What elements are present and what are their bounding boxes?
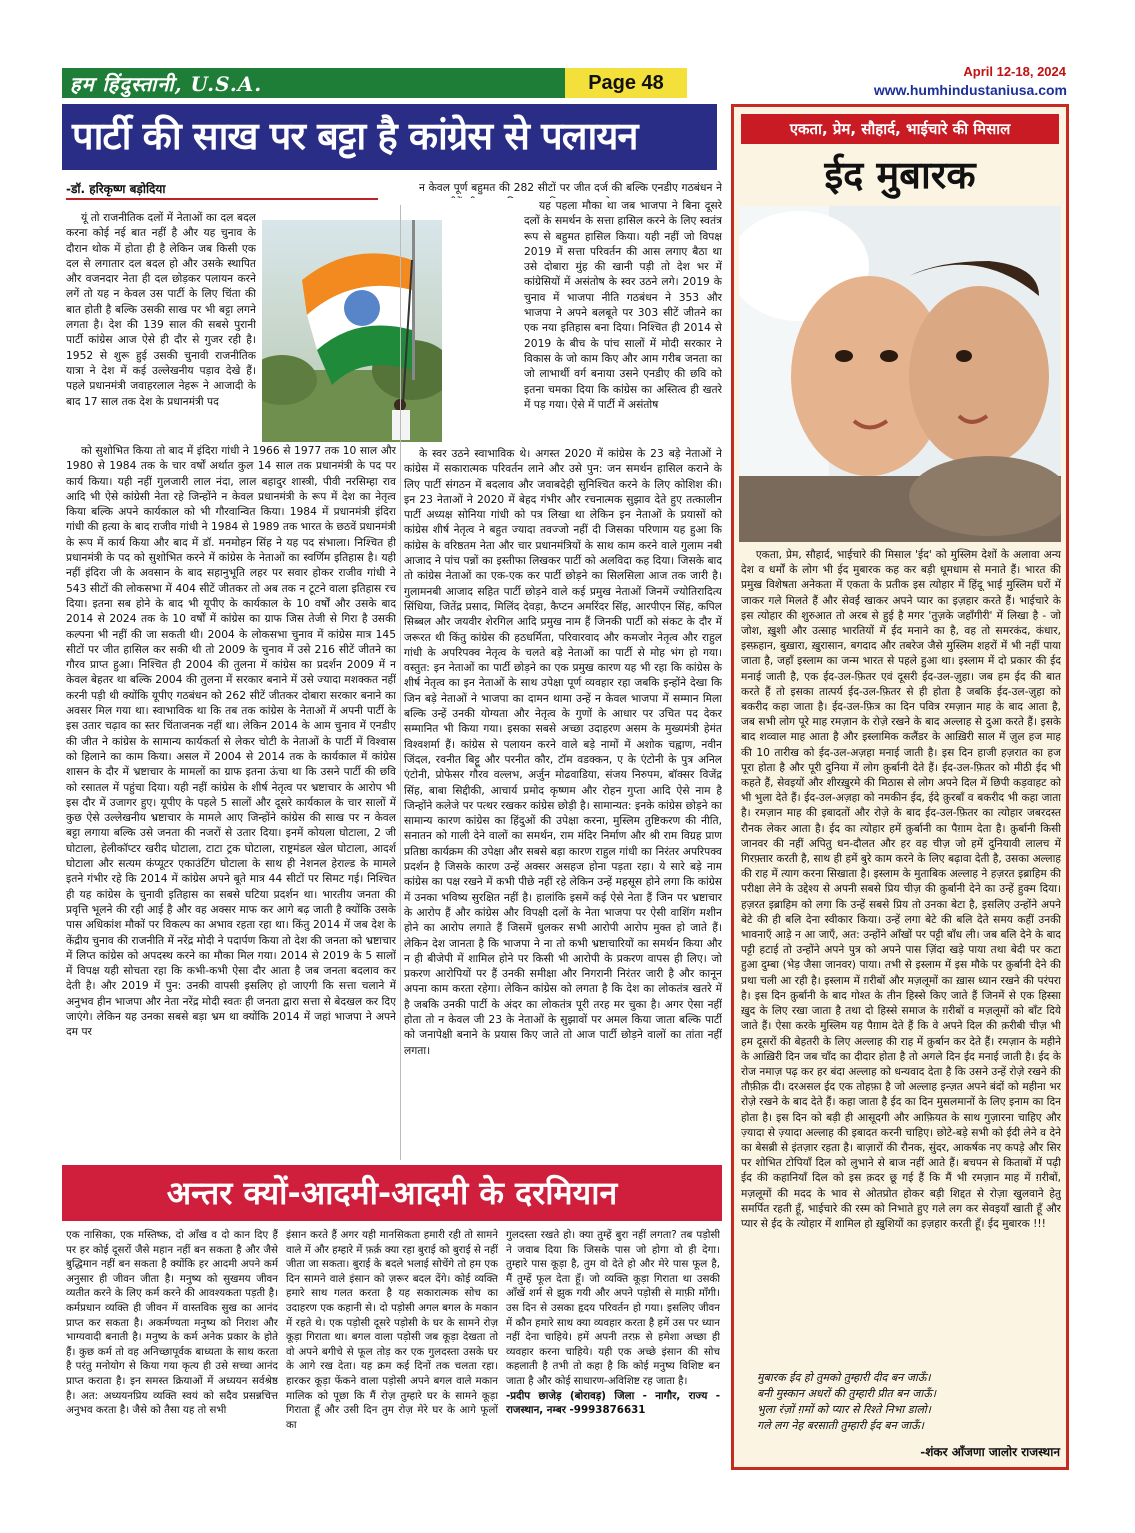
eid-title: ईद मुबारक xyxy=(824,153,976,197)
eid-children-hug-photo xyxy=(739,206,1061,542)
poem-line: गले लग नेह बरसाती तुम्हारी ईद बन जाऊँ। xyxy=(757,1419,924,1432)
column-divider xyxy=(400,205,401,1160)
article1-column-b-bottom: के स्वर उठने स्वाभाविक थे। अगस्त 2020 में कांग्रेस के 23 बड़े नेताओं ने कांग्रेस में सकारात्मक परिवर्तन लाने और उसे पुन: जन समर्थन हासिल कराने के लिए पार्टी संगठन में बदलाव और जवाबदेही सुनिश्चित करने के लिए कोशिश की। इन 23 नेताओं ने 2020 में बेहद गंभीर और रचनात्मक सुझाव देते हुए तत्कालीन पार्टी अध्यक्ष सोनिया गांधी को पत्र लिखा था लेकिन इन नेताओं के प्रयासों को कांग्रेस शीर्ष नेतृत्व ने बहुत ज्यादा तवज्जो नहीं दी जिसका परिणाम यह हुआ कि कांग्रेस के वरिष्ठतम नेता और चार प्रधानमंत्रियों के साथ काम करने वाले गुलाम नबी आजाद ने पांच पन्नों का इस्तीफा लिखकर पार्टी को अलविदा कह दिया। जिसके बाद तो कांग्रेस नेताओं का एक-एक कर पार्टी छोड़ने का सिलसिला आज तक जारी है। गुलामनबी आजाद सहित पार्टी छोड़ने वाले कई प्रमुख नेताओं जिनमें ज्योतिरादित्य सिंधिया, जितेंद्र प्रसाद, मिलिंद देवड़ा, कैप्टन अमरिंदर सिंह, आरपीएन सिंह, कपिल सिब्बल और जयवीर शेरगिल आदि प्रमुख नाम हैं जिनकी पार्टी को संकट के दौर में जरूरत थी किंतु कांग्रेस की हठधर्मिता, परिवारवाद और कमजोर नेतृत्व और राहुल गांधी के अपरिपक्व नेतृत्व के चलते बड़े नेताओं का पार्टी से मोह भंग हो गया। वस्तुत: इन नेताओं का पार्टी छोड़ने का एक प्रमुख कारण यह भी रहा कि कांग्रेस के शीर्ष नेतृत्व का इन नेताओं के साथ उपेक्षा पूर्ण व्यवहार रहा जबकि इन्होंने देखा कि जिन बड़े नेताओं ने भाजपा का दामन थामा उन्हें न केवल भाजपा में सम्मान मिला बल्कि उन्हें उनकी योग्यता और नेतृत्व के गुणों के आधार पर उचित पद देकर सम्मानित भी किया गया। इसका सबसे अच्छा उदाहरण असम के मुख्यमंत्री हेमंत विश्वशर्मा हैं। कांग्रेस से पलायन करने वाले बड़े नामों में अशोक चह्वाण, नवीन जिंदल, रवनीत बिट्टू और परनीत कौर, टॉम वडक्कन, ए के एंटोनी के पुत्र अनिल एंटोनी, प्रोफेसर गौरव वल्लभ, अर्जुन मोढवाडिया, संजय निरुपम, बॉक्सर विजेंद्र सिंह, बाबा सिद्दीकी, आचार्य प्रमोद कृष्णम और रोहन गुप्ता आदि ऐसे नाम है जिन्होंने कलेजे पर पत्थर रखकर कांग्रेस छोड़ी है। सामान्यत: इनके कांग्रेस छोड़ने का सामान्य कारण कांग्रेस का हिंदुओं की उपेक्षा करना, मुस्लिम तुष्टिकरण की नीति, सनातन को गाली देने वालों का समर्थन, राम मंदिर निर्माण और श्री राम विग्रह प्राण प्रतिष्ठा कार्यक्रम की उपेक्षा और सबसे बड़ा कारण राहुल गांधी का निरंतर अपरिपक्व प्रदर्शन है जिसके कारण उन्हें अक्सर असहज होना पड़ता रहा। ये सारे बड़े नाम कांग्रेस का पक्ष रखने में कभी पीछे नहीं रहे लेकिन उन्हें महसूस होने लगा कि कांग्रेस में उनका भविष्य सुरक्षित नहीं है। हालांकि इसमें कई ऐसे नेता हैं जिन पर भ्रष्टाचार के आरोप हैं और कांग्रेस और विपक्षी दलों के नेता भाजपा पर ऐसी वाशिंग मशीन होने का आरोप लगाते हैं जिसमें धुलकर सभी आरोपी आरोप मुक्त हो जाते हैं। लेकिन देश जानता है कि भाजपा ने ना तो कभी भ्रष्टाचारियों का समर्थन किया और न ही बीजेपी में शामिल होने पर किसी भी आरोपी के प्रकरण वापस ही लिए। जो प्रकरण आरोपियों पर हैं उनकी समीक्षा और निगरानी निरंतर जारी है और कानून अपना काम करता रहेगा। लेकिन कांग्रेस को लगता है कि देश का लोकतंत्र खतरे में है जबकि उनकी पार्टी के अंदर का लोकतंत्र पूरी तरह मर चुका है। अगर ऐसा नहीं होता तो न केवल जी 23 के नेताओं के सुझावों पर अमल किया जाता बल्कि पार्टी को जनापेक्षी बनाने के प्रयास किए जाते तो आज पार्टी छोड़ने वालों का तांता नहीं लगता। xyxy=(404,447,722,1057)
congress-flag-photo xyxy=(262,220,442,442)
article2-column-2: इंसान करते हैं अगर यही मानसिकता हमारी रही तो सामने वाले में और हम्हारे में फ़र्क़ क्या रहा बुराई को बुराई से नहीं जीता जा सकता। बुराई के बदले भलाई सोचेंगे तो हम एक दिन सामने वाले इंसान को ज़रूर बदल देंगे। कोई व्यक्ति हमारे साथ गलत करता है यह सकारात्मक सोच का उदाहरण एक कहानी से। दो पड़ोसी अगल बगल के मकान में रहते थे। एक पड़ोसी दूसरे पड़ोसी के घर के सामने रोज़ कूड़ा गिराता था। बगल वाला पड़ोसी जब कूड़ा देखता तो वो अपने बगीचे से फूल तोड़ कर एक गुलदस्ता उसके घर के आगे रख देता। यह क्रम कई दिनों तक चलता रहा। हारकर कूड़ा फेंकने वाला पड़ोसी अपने बगल वाले मकान मालिक को पूछा कि मैं रोज़ तुम्हारे घर के सामने कूड़ा गिराता हूँ और उसी दिन तुम रोज़ मेरे घर के आगे फूलों का xyxy=(286,1229,498,1431)
article1-column-a-top: यूं तो राजनीतिक दलों में नेताओं का दल बदल करना कोई नई बात नहीं है और यह चुनाव के दौरान थोक में होता ही है लेकिन जब किसी एक दल से लगातार दल बदल हो और उसके स्थापित और वजनदार नेता ही दल छोड़कर पलायन करने लगें तो यह न केवल उस पार्टी के लिए चिंता की बात होती है बल्कि उसकी साख पर भी बट्टा लगने लगता है। देश की 139 साल की सबसे पुरानी पार्टी कांग्रेस आज ऐसे ही दौर से गुजर रही है। 1952 से शुरू हुई उसकी चुनावी राजनीतिक यात्रा ने देश में कई उल्लेखनीय पड़ाव देखे हैं। पहले प्रधानमंत्री जवाहरलाल नेहरू ने आजादी के बाद 17 साल तक देश के प्रधानमंत्री पद xyxy=(66,211,256,408)
eid-article-body: एकता, प्रेम, सौहार्द, भाईचारे की मिसाल 'ईद' को मुस्लिम देशों के अलावा अन्य देश व धर्मों के लोग भी ईद मुबारक कह कर बड़ी धूमधाम से मनाते हैं। भारत की प्रमुख विशेषता अनेकता में एकता के प्रतीक इस त्योहार में हिंदू भाई मुस्लिम घरों में जाकर गले मिलते हैं और सेवईं खाकर अपने प्यार का इज़हार करते हैं। भाईचारे के इस त्योहार की शुरुआत तो अरब से हुई है मगर 'तुज़के जहाँगीरी' में लिखा है - जो जोश, ख़ुशी और उत्साह भारतियों में ईद मनाने का है, वह तो समरकंद, कंधार, इस्फ़हान, बुख़ारा, ख़ुरासान, बगदाद और तबरेज जैसे मुस्लिम शहरों में भी नहीं पाया जाता है, जहाँ इस्लाम का जन्म भारत से पहले हुआ था। इस्लाम में दो प्रकार की ईद मनाई जाती है, एक ईद-उल-फ़ितर एवं दूसरी ईद-उल-ज़ुहा। जब हम ईद की बात करते हैं तो इसका तात्पर्य ईद-उल-फ़ितर से ही होता है जबकि ईद-उल-ज़ुहा को बकरीद कहा जाता है। ईद-उल-फ़ित्र का दिन पवित्र रमज़ान माह के बाद आता है, जब सभी लोग पूरे माह रमज़ान के रोज़े रखने के बाद अल्लाह से दुआ करते हैं। इसके बाद शव्वाल माह आता है और इस्लामिक कलैंडर के आख़िरी साल में ज़ुल हज माह की 10 तारीख को ईद-उल-अज़हा मनाई जाती है। इस दिन हाजी हज़रात का हज पूरा होता है और पूरी दुनिया में लोग क़ुर्बानी देते हैं। ईद-उल-फ़ितर को मीठी ईद भी कहते हैं, सेवइयों और शीरख़ुरमे की मिठास से लोग अपने दिल में छिपी कड़वाहट को भी भुला देते हैं। ईद-उल-अज़हा को नमकीन ईद, ईदे क़ुरबाँ व बकरीद भी कहा जाता है। रमज़ान माह की इबादतों और रोज़े के बाद ईद-उल-फ़ितर का त्योहार जबरदस्त रौनक लेकर आता है। ईद का त्योहार हमें क़ुर्बानी का पैग़ाम देता है। क़ुर्बानी किसी जानवर की नहीं अपितु धन-दौलत और हर वह चीज़ जो हमें दुनियावी लालच में गिरफ़्तार करती है, साथ ही हमें बुरे काम करने के लिए बढ़ावा देती है, उसका अल्लाह की राह में त्याग करना सिखाता है। इस्लाम के मुताबिक अल्लाह ने हज़रत इब्राहिम की परीक्षा लेने के उद्देश्य से अपनी सबसे प्रिय चीज़ की क़ुर्बानी देने का उन्हें हुक्म दिया। हज़रत इब्राहिम को लगा कि उन्हें सबसे प्रिय तो उनका बेटा है, इसलिए उन्होंने अपने बेटे की ही बलि देना स्वीकार किया। उन्हें लगा बेटे की बलि देते समय कहीं उनकी भावनाएँ आड़े न आ जाएँ, अत: उन्होंने आँखों पर पट्टी बाँध ली। जब बलि देने के बाद पट्टी हटाई तो उन्होंने अपने पुत्र को अपने पास ज़िंदा खड़े पाया तथा बेदी पर कटा हुआ दुम्बा (भेड़ जैसा जानवर) पाया। तभी से इस्लाम में इस मौके पर क़ुर्बानी देने की प्रथा चली आ रही है। इस्लाम में ग़रीबों और मज़लूमों का ख़ास ध्यान रखने की परंपरा है। इस दिन क़ुर्बानी के बाद गोश्त के तीन हिस्से किए जाते हैं जिनमें से एक हिस्सा ख़ुद के लिए रखा जाता है तथा दो हिस्से समाज के ग़रीबों व मज़लूमों को बाँट दिये जाते हैं। ऐसा करके मुस्लिम यह पैग़ाम देते हैं कि वे अपने दिल की क़रीबी चीज़ भी हम दूसरों की बेहतरी के लिए अल्लाह की राह में क़ुर्बान कर देते हैं। रमज़ान के महीने के आख़िरी दिन जब चाँद का दीदार होता है तो अगले दिन ईद मनाई जाती है। ईद के रोज नमाज़ पढ़ कर हर बंदा अल्लाह को धन्यवाद देता है कि उसने उन्हें रोज़े रखने की तौफ़ीक़ दी। दरअसल ईद एक तोहफ़ा है जो अल्लाह इन्ज़त अपने बंदों को महीना भर रोज़े रखने के बाद देते हैं। कहा जाता है ईद का दिन मुसलमानों के लिए इनाम का दिन होता है। इस दिन को बड़ी ही आसूदगी और आफ़ियत के साथ गुज़ारना चाहिए और ज़्यादा से ज़्यादा अल्लाह की इबादत करनी चाहिए। छोटे-बड़े सभी को ईदी लेने व देने का बेसब्री से इंतज़ार रहता है। बाज़ारों की रौनक, सुंदर, आकर्षक नए कपड़े और सिर पर शोभित टोपियाँ दिल को लुभाने से बाज नहीं आते हैं। बचपन से किताबों में पढ़ी ईद की कहानियाँ दिल को इस क़दर छू गई हैं कि मैं भी रमज़ान माह में ग़रीबों, मज़लूमों की मदद के भाव से ओतप्रोत होकर बड़ी शिद्दत से रोज़ा खुलवाने हेतु समर्पित रहती हूँ, भाईचारे की रस्म को निभाते हुए गले लग कर सेवइयाँ खाती हूँ और प्यार से ईद के त्योहार में शामिल हो ख़ुशियों का इज़हार करती हूँ। ईद मुबारक !!! xyxy=(741,549,1061,1230)
article1-column-b-middle: यह पहला मौका था जब भाजपा ने बिना दूसरे दलों के समर्थन के सत्ता हासिल करने के लिए स्वतंत्र रूप से बहुमत हासिल किया। यही नहीं जो विपक्ष 2019 में सत्ता परिवर्तन की आस लगाए बैठा था उसे दोबारा मुंह की खानी पड़ी तो देश भर में कांग्रेसियों में असंतोष के स्वर उठने लगे। 2019 के चुनाव में भाजपा नीति गठबंधन ने 353 और भाजपा ने अपने बलबूते पर 303 सीटें जीतने का एक नया इतिहास बना दिया। निश्चित ही 2014 से 2019 के बीच के पांच सालों में मोदी सरकार ने विकास के जो काम किए और आम गरीब जनता का जो लाभार्थी वर्ग बनाया उसने एनडीए की छवि को इतना चमका दिया कि कांग्रेस का अस्तित्व ही खतरे में पड़ गया। ऐसे में पार्टी में असंतोष xyxy=(524,199,722,411)
eid-signature: -शंकर आँजणा जालोर राजस्थान xyxy=(920,1445,1060,1459)
article2-column-3: गुलदस्ता रखते हो। क्या तुम्हें बुरा नहीं लगता? तब पड़ोसी ने जवाब दिया कि जिसके पास जो होगा वो ही देगा। तुम्हारे पास कूड़ा है, तुम वो देते हो और मेरे पास फूल है, मैं तुम्हें फूल देता हूँ। जो व्यक्ति कूड़ा गिराता था उसकी आँखें शर्म से झुक गयी और अपने पड़ोसी से माफ़ी माँगी। उस दिन से उसका हृदय परिवर्तन हो गया। इसलिए जीवन में कौन हमारे साथ क्या व्यवहार करता है हमें उस पर ध्यान नहीं देना चाहिये। हमें अपनी तरफ़ से हमेशा अच्छा ही व्यवहार करना चाहिये। यही एक अच्छे इंसान की सोच कहलाती है तभी तो कहा है कि कोई मनुष्य विशिष्ट बन जाता है और कोई साधारण-अविशिष्ट रह जाता है। -प्रदीप छाजेड़ (बोरावड़) जिला - नागौर, राज्य - राजस्थान, नम्बर -9993876631 xyxy=(506,1229,720,1417)
eid-banner: एकता, प्रेम, सौहार्द, भाईचारे की मिसाल xyxy=(741,114,1059,144)
byline-rule xyxy=(66,198,378,200)
article1-column-b-top: न केवल पूर्ण बहुमत की 282 सीटों पर जीत दर्ज की बल्कि एनडीए गठबंधन ने xyxy=(418,181,722,194)
website-link[interactable]: www.humhindustaniusa.com xyxy=(873,82,1067,98)
article1-headline: पार्टी की साख पर बट्टा है कांग्रेस से पलायन xyxy=(62,104,717,170)
page-number: Page 48 xyxy=(565,68,687,98)
article2-signature: -प्रदीप छाजेड़ (बोरावड़) जिला - नागौर, राज्य - राजस्थान, नम्बर -9993876631 xyxy=(506,1389,720,1417)
poem-line: बनी मुस्कान अधरों की तुम्हारी प्रीत बन जाऊँ। xyxy=(757,1387,936,1400)
article2-headline: अन्तर क्यों-आदमी-आदमी के दरमियान xyxy=(62,1165,722,1221)
article1-byline: -डॉ. हरिकृष्ण बड़ोदिया xyxy=(66,182,166,196)
paper-name-logo: हम हिंदुस्तानी, U.S.A. xyxy=(70,72,263,96)
poem-line: भुला रंज़ों ग़मों को प्यार से रिश्ते निभा डालो। xyxy=(757,1403,931,1416)
article1-column-a-bottom: को सुशोभित किया तो बाद में इंदिरा गांधी ने 1966 से 1977 तक 10 साल और 1980 से 1984 तक के चार वर्षों अर्थात कुल 14 साल तक प्रधानमंत्री के पद पर कार्य किया। यही नहीं गुलजारी लाल नंदा, लाल बहादुर शास्त्री, पीवी नरसिम्हा राव आदि भी ऐसे कांग्रेसी नेता रहे जिन्होंने न केवल प्रधानमंत्री के रूप में देश का नेतृत्व किया बल्कि अपने कार्यकाल को भी गौरवान्वित किया। 1984 में प्रधानमंत्री इंदिरा गांधी की हत्या के बाद राजीव गांधी ने 1984 से 1989 तक भारत के छठवें प्रधानमंत्री के रूप में कार्य किया और बाद में डॉ. मनमोहन सिंह ने यह पद संभाला। निश्चित ही प्रधानमंत्री के पद को सुशोभित करने में कांग्रेस के नेताओं का स्वर्णिम इतिहास है। यही नहीं इंदिरा जी के अवसान के बाद सहानुभूति लहर पर सवार होकर राजीव गांधी ने 543 सीटों की लोकसभा में 404 सीटें जीतकर तो अब तक न टूटने वाला इतिहास रच दिया। इतना सब होने के बाद भी यूपीए के कार्यकाल के 10 वर्षों और उसके बाद 2014 से 2024 तक के 10 वर्षों में कांग्रेस का ग्राफ जिस तेजी से गिरा है उसकी कल्पना भी नहीं की जा सकती थी। 2004 के लोकसभा चुनाव में कांग्रेस मात्र 145 सीटों पर जीत हासिल कर सकी थी तो 2009 के चुनाव में उसे 216 सीटें जीतने का गौरव प्राप्त हुआ। निश्चित ही 2004 की तुलना में कांग्रेस का प्रदर्शन 2009 में न केवल बेहतर था बल्कि 2004 की तुलना में सरकार बनाने में उसे ज्यादा मशक्कत नहीं करनी पड़ी थी क्योंकि यूपीए गठबंधन को 262 सीटें जीतकर दोबारा सरकार बनाने का अवसर मिल गया था। स्वाभाविक था कि तब तक कांग्रेस के नेताओं में अपनी पार्टी के इस उतार चढ़ाव का स्तर चिंताजनक नहीं था। लेकिन 2014 के आम चुनाव में एनडीए की जीत ने कांग्रेस के सामान्य कार्यकर्ता से लेकर चोटी के नेताओं के पार्टी में विश्वास को हिलाने का काम किया। असल में 2004 से 2014 तक के कार्यकाल में कांग्रेस शासन के दौर में भ्रष्टाचार के मामलों का ग्राफ इतना ऊंचा था कि उसने पार्टी की छवि को रसातल में पहुंचा दिया। यही नहीं कांग्रेस के शीर्ष नेतृत्व पर भ्रष्टाचार के आरोप भी इस दौर में उजागर हुए। यूपीए के पहले 5 सालों और दूसरे कार्यकाल के चार सालों में कुछ ऐसे उल्लेखनीय भ्रष्टाचार के मामले आए जिन्होंने कांग्रेस की साख पर न केवल बट्टा लगाया बल्कि उसे जनता की नजरों से उतार दिया। इनमें कोयला घोटाला, 2 जी घोटाला, हेलीकॉप्टर खरीद घोटाला, टाटा ट्रक घोटाला, राष्ट्रमंडल खेल घोटाला, आदर्श घोटाला और सत्यम कंप्यूटर एकाउंटिंग घोटाला के साथ ही नेशनल हेराल्ड के मामले इतने गंभीर रहे कि 2014 में कांग्रेस अपने बूते मात्र 44 सीटों पर सिमट गई। निश्चित ही यह कांग्रेस के चुनावी इतिहास का सबसे घटिया प्रदर्शन था। भारतीय जनता की प्रवृत्ति भूलने की रही आई है और वह अक्सर माफ कर आगे बढ़ जाती है क्योंकि उसके पास अधिकांश मौकों पर विकल्प का अभाव रहता रहा था। किंतु 2014 में जब देश के केंद्रीय चुनाव की राजनीति में नरेंद्र मोदी ने पदार्पण किया तो देश की जनता को भ्रष्टाचार में लिप्त कांग्रेस को अपदस्थ करने का मौका मिल गया। 2014 से 2019 के 5 सालों में विपक्ष यही सोचता रहा कि कभी-कभी ऐसा दौर आता है जब जनता बदलाव कर देती है। और 2019 में पुन: उनकी वापसी इसलिए हो जाएगी कि सत्ता चलाने में अनुभव हीन भाजपा और नेता नरेंद्र मोदी स्वतः ही जनता द्वारा सत्ता से बेदखल कर दिए जाएंगे। लेकिन यह उनका सबसे बड़ा भ्रम था क्योंकि 2014 में जहां भाजपा ने अपने दम पर xyxy=(66,444,396,1039)
poem-line: मुबारक ईद हो तुमको तुम्हारी दीद बन जाऊँ। xyxy=(757,1371,931,1384)
issue-date: April 12-18, 2024 xyxy=(963,64,1066,79)
eid-poem xyxy=(757,1370,1057,1434)
article2-column-1: एक नासिका, एक मस्तिष्क, दो आँख व दो कान दिए हैं पर हर कोई दूसरों जैसे महान नहीं बन सकता है और जैसे बुद्धिमान नहीं बन सकता है क्योंकि हर आदमी अपने कर्म अनुसार ही जीवन जीता है। मनुष्य को सुखमय जीवन व्यतीत करने के लिए कर्म करने की आवश्यकता पड़ती है। कर्मप्रधान व्यक्ति ही जीवन में वास्तविक सुख का आनंद प्राप्त कर सकता है। अकर्मण्यता मनुष्य को निराश और भाग्यवादी बनाती है। मनुष्य के कर्म अनेक प्रकार के होते हैं। कुछ कर्म तो वह अनिच्छापूर्वक बाध्यता के साथ करता है परंतु मनोयोग से किया गया कृत्य ही उसे सच्चा आनंद प्राप्त कराता है। इन समस्त क्रियाओं में अध्ययन सर्वश्रेष्ठ है। अत: अध्ययनप्रिय व्यक्ति स्वयं को सदैव प्रसन्नचित्त अनुभव करता है। जैसे को तैसा यह तो सभी xyxy=(66,1229,278,1417)
